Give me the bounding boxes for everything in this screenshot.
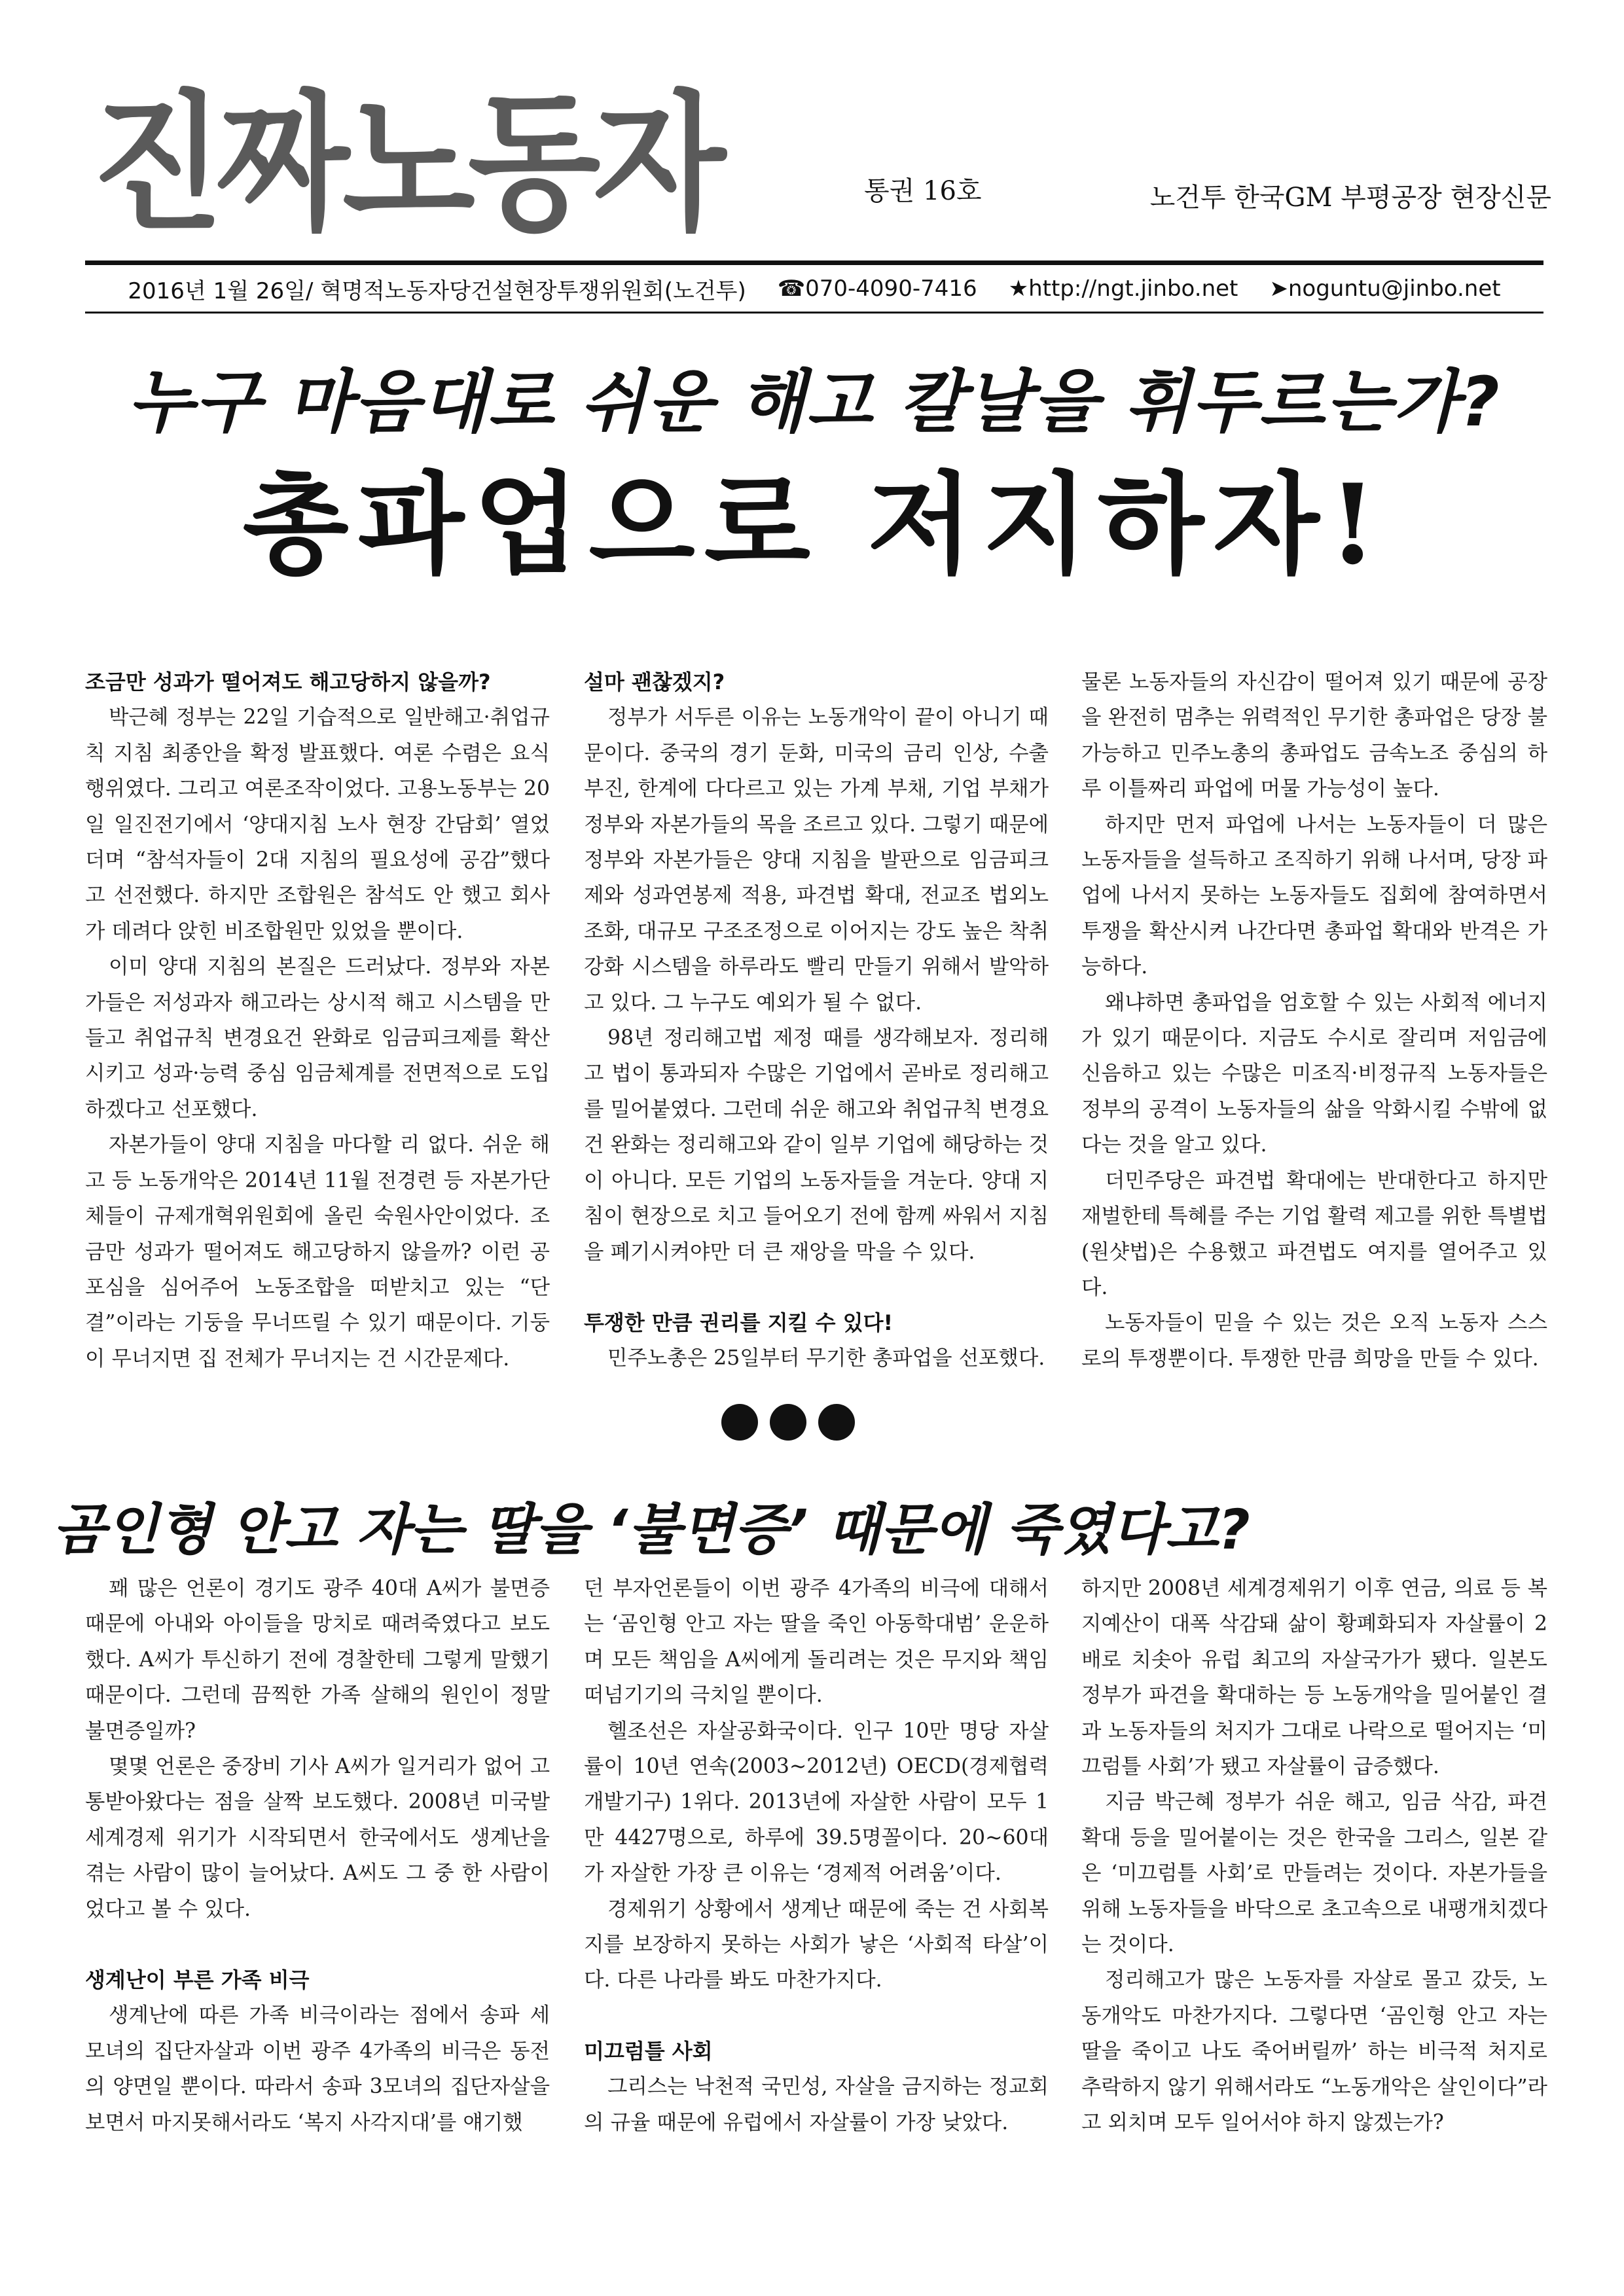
divider-dot	[721, 1404, 758, 1441]
paragraph: 몇몇 언론은 중장비 기사 A씨가 일거리가 없어 고통받아왔다는 점을 살짝 보도했다. 2008년 미국발 세계경제 위기가 시작되면서 한국에서도 생계난을 겪는 사람이 많이 늘어났다. A씨도 그 중 한 사람이었다고 볼 수 있다.	[85, 1755, 550, 1921]
paragraph: 박근혜 정부는 22일 기습적으로 일반해고·취업규칙 지침 최종안을 확정 발표했다. 여론 수렴은 요식 행위였다. 그리고 여론조작이었다. 고용노동부는 20일 일진전기에서 ‘양대지침 노사 현장 간담회’ 열었더며 “참석자들이 2대 지침의 필요성에 공감”했다고 선전했다. 하지만 조합원은 참석도 안 했고 회사가 데려다 앉힌 비조합원만 있었을 뿐이다.	[85, 706, 550, 943]
paragraph: 왜냐하면 총파업을 엄호할 수 있는 사회적 에너지가 있기 때문이다. 지금도 수시로 잘리며 저임금에 신음하고 있는 수많은 미조직·비정규직 노동자들은 정부의 공격이 노동자들의 삶을 악화시킬 수밖에 없다는 것을 알고 있다.	[1081, 990, 1547, 1157]
article2-column-3	[1081, 1571, 1547, 2141]
spacer	[584, 1998, 1049, 2034]
paragraph: 이미 양대 지침의 본질은 드러났다. 정부와 자본가들은 저성과자 해고라는 상시적 해고 시스템을 만들고 취업규칙 변경요건 완화로 임금피크제를 확산시키고 성과·능력 중심 임금체계를 전면적으로 도입하겠다고 선포했다.	[85, 955, 550, 1121]
paragraph: 꽤 많은 언론이 경기도 광주 40대 A씨가 불면증 때문에 아내와 아이들을 망치로 때려죽였다고 보도했다. A씨가 투신하기 전에 경찰한테 그렇게 말했기 때문이다. 그런데 끔찍한 가족 살해의 원인이 정말 불면증일까?	[85, 1577, 550, 1743]
masthead-rule-thick	[85, 260, 1543, 265]
paragraph: 던 부자언론들이 이번 광주 4가족의 비극에 대해서는 ‘곰인형 안고 자는 딸을 죽인 아동학대범’ 운운하며 모든 책임을 A씨에게 돌리려는 것은 무지와 책임 떠넘기기의 극치일 뿐이다.	[584, 1577, 1049, 1708]
email-link[interactable]: ➤noguntu@jinbo.net	[1269, 276, 1501, 302]
article1-column-1	[85, 664, 550, 1376]
section-heading: 투쟁한 만큼 권리를 지킬 수 있다!	[584, 1310, 893, 1335]
paragraph: 98년 정리해고법 제정 때를 생각해보자. 정리해고 법이 통과되자 수많은 기업에서 곧바로 정리해고를 밀어붙였다. 그런데 쉬운 해고와 취업규칙 변경요건 완화는 정리해고와 같이 일부 기업에 해당하는 것이 아니다. 모든 기업의 노동자들을 겨눈다. 양대 지침이 현장으로 치고 들어오기 전에 함께 싸워서 지침을 폐기시켜야만 더 큰 재앙을 막을 수 있다.	[584, 1026, 1049, 1264]
paragraph: 자본가들이 양대 지침을 마다할 리 없다. 쉬운 해고 등 노동개악은 2014년 11월 전경련 등 자본가단체들이 규제개혁위원회에 올린 숙원사안이었다. 조금만 성과가 떨어져도 해고당하지 않을까? 이런 공포심을 심어주어 노동조합을 떠받치고 있는 “단결”이라는 기둥을 무너뜨릴 수 있기 때문이다. 기둥이 무너지면 집 전체가 무너지는 건 시간문제다.	[85, 1133, 550, 1371]
headline-main: 총파업으로 저지하자!	[242, 459, 1386, 589]
paragraph: 하지만 먼저 파업에 나서는 노동자들이 더 많은 노동자들을 설득하고 조직하기 위해 나서며, 당장 파업에 나서지 못하는 노동자들도 집회에 참여하면서 투쟁을 확산시켜 나간다면 총파업 확대와 반격은 가능하다.	[1081, 812, 1547, 979]
newspaper-logo	[92, 79, 831, 249]
masthead	[79, 72, 1551, 255]
paper-name: 노건투 한국GM 부평공장 현장신문	[1149, 183, 1551, 213]
paragraph: 헬조선은 자살공화국이다. 인구 10만 명당 자살률이 10년 연속(2003~2012년) OECD(경제협력개발기구) 1위다. 2013년에 자살한 사람이 모두 1만 4427명으로, 하루에 39.5명꼴이다. 20~60대가 자살한 가장 큰 이유는 ‘경제적 어려움’이다.	[584, 1719, 1049, 1886]
section-heading: 미끄럼틀 사회	[584, 2038, 713, 2064]
spacer	[85, 1927, 550, 1962]
section-heading: 생계난이 부른 가족 비극	[85, 1967, 310, 1993]
divider-dot	[770, 1404, 806, 1441]
date-organization: 2016년 1월 26일/ 혁명적노동자당건설현장투쟁위원회(노건투)	[128, 278, 746, 304]
phone-number: ☎070-4090-7416	[777, 276, 977, 302]
paragraph: 노동자들이 믿을 수 있는 것은 오직 노동자 스스로의 투쟁뿐이다. 투쟁한 만큼 희망을 만들 수 있다.	[1081, 1311, 1547, 1371]
headline-question: 누구 마음대로 쉬운 해고 칼날을 휘두르는가?	[128, 362, 1501, 442]
paragraph: 지금 박근혜 정부가 쉬운 해고, 임금 삭감, 파견 확대 등을 밀어붙이는 것은 한국을 그리스, 일본 같은 ‘미끄럼틀 사회’로 만들려는 것이다. 자본가들을 위해 노동자들을 바닥으로 초고속으로 내팽개치겠다는 것이다.	[1081, 1790, 1547, 1957]
issue-number: 통권 16호	[864, 176, 982, 206]
paragraph: 하지만 2008년 세계경제위기 이후 연금, 의료 등 복지예산이 대폭 삭감돼 삶이 황폐화되자 자살률이 2배로 치솟아 유럽 최고의 자살국가가 됐다. 일본도 정부가 파견을 확대하는 등 노동개악을 밀어붙인 결과 노동자들의 처지가 그대로 나락으로 떨어지는 ‘미끄럼틀 사회’가 됐고 자살률이 급증했다.	[1081, 1577, 1547, 1779]
paragraph: 그리스는 낙천적 국민성, 자살을 금지하는 정교회의 규율 때문에 유럽에서 자살률이 가장 낮았다.	[584, 2075, 1049, 2134]
article1-column-2	[584, 664, 1049, 1376]
paragraph: 물론 노동자들의 자신감이 떨어져 있기 때문에 공장을 완전히 멈추는 위력적인 무기한 총파업은 당장 불가능하고 민주노총의 총파업도 금속노조 중심의 하루 이틀짜리 파업에 머물 가능성이 높다.	[1081, 670, 1547, 801]
paragraph: 민주노총은 25일부터 무기한 총파업을 선포했다.	[607, 1346, 1045, 1371]
article2-column-2	[584, 1571, 1049, 2140]
website-link[interactable]: ★http://ngt.jinbo.net	[1008, 276, 1238, 302]
section-heading: 조금만 성과가 떨어져도 해고당하지 않을까?	[85, 670, 491, 694]
info-line	[85, 267, 1543, 310]
paragraph: 정부가 서두른 이유는 노동개악이 끝이 아니기 때문이다. 중국의 경기 둔화, 미국의 금리 인상, 수출 부진, 한계에 다다르고 있는 가계 부채, 기업 부채가 정부와 자본가들의 목을 조르고 있다. 그렇기 때문에 정부와 자본가들은 양대 지침을 발판으로 임금피크제와 성과연봉제 적용, 파견법 확대, 전교조 법외노조화, 대규모 구조조정으로 이어지는 강도 높은 착취강화 시스템을 하루라도 빨리 만들기 위해서 발악하고 있다. 그 누구도 예외가 될 수 없다.	[584, 706, 1049, 1014]
headline-second-article: 곰인형 안고 자는 딸을 ‘불면증’ 때문에 죽였다고?	[52, 1498, 1250, 1562]
paragraph: 생계난에 따른 가족 비극이라는 점에서 송파 세 모녀의 집단자살과 이번 광주 4가족의 비극은 동전의 양면일 뿐이다. 따라서 송파 3모녀의 집단자살을 보면서 마지못해서라도 ‘복지 사각지대’를 얘기했	[85, 2003, 550, 2134]
section-divider-dots	[721, 1404, 855, 1441]
section-heading: 설마 괜찮겠지?	[584, 670, 725, 694]
article2-column-1	[85, 1571, 550, 2140]
logo-text: 진짜노동자	[92, 77, 719, 251]
article1-column-3	[1081, 664, 1547, 1376]
masthead-rule-thin	[85, 312, 1543, 314]
paragraph: 정리해고가 많은 노동자를 자살로 몰고 갔듯, 노동개악도 마찬가지다. 그렇다면 ‘곰인형 안고 자는 딸을 죽이고 나도 죽어버릴까’ 하는 비극적 처지로 추락하지 않기 위해서라도 “노동개악은 살인이다”라고 외치며 모두 일어서야 하지 않겠는가?	[1081, 1968, 1547, 2135]
divider-dot	[818, 1404, 855, 1441]
paragraph: 더민주당은 파견법 확대에는 반대한다고 하지만 재벌한테 특혜를 주는 기업 활력 제고를 위한 특별법(원샷법)은 수용했고 파견법도 여지를 열어주고 있다.	[1081, 1168, 1547, 1299]
paragraph: 경제위기 상황에서 생계난 때문에 죽는 건 사회복지를 보장하지 못하는 사회가 낳은 ‘사회적 타살’이다. 다른 나라를 봐도 마찬가지다.	[584, 1897, 1049, 1992]
spacer	[584, 1270, 1049, 1305]
